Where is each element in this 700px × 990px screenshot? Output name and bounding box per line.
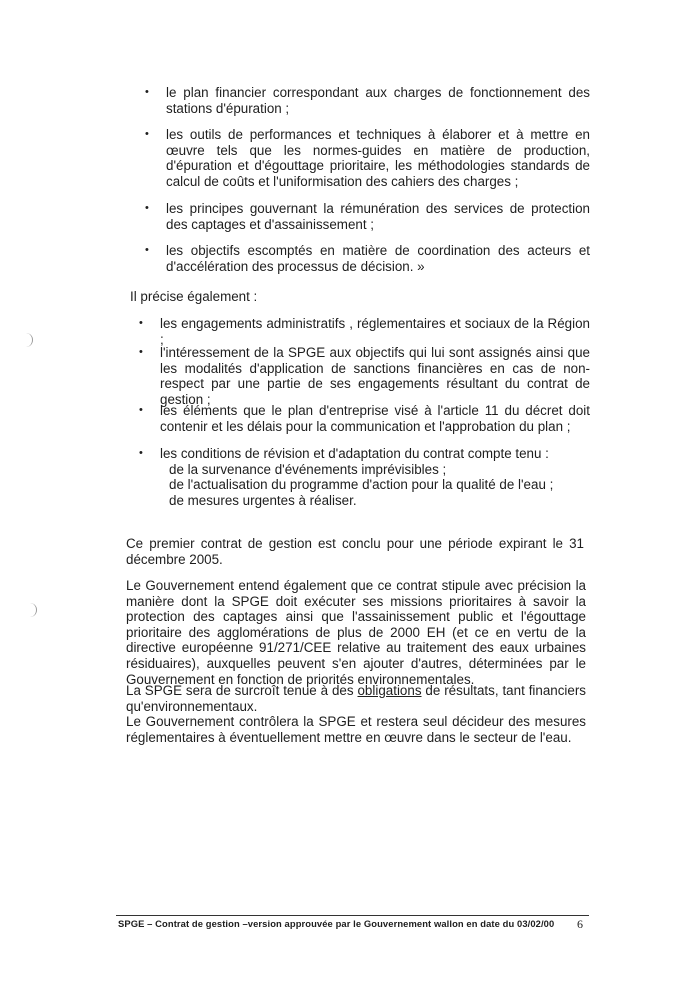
obligations-paragraph [126,683,586,714]
obligations-text-before: La SPGE sera de surcroît tenue à des [126,683,358,698]
revision-condition-item: de la survenance d'événements imprévisibles ; [169,461,447,477]
page-number: 6 [577,917,583,931]
government-missions-paragraph: Le Gouvernement entend également que ce contrat stipule avec précision la manière dont la SPGE doit exécuter ses missions prioritaires à savoir la protection des captages ainsi que l'assainissement public et l'égouttage prioritaire des agglomérations de plus de 2000 EH (et ce en vertu de la directive européenne 91/271/CEE relative au traitement des eaux urbaines résiduaires), auxquelles peuvent s'en ajouter d'autres, déterminées par le Gouvernement en fonction de priorités environnementales. [126,578,586,687]
bullet-remuneration-principles: • les principes gouvernant la rémunération des services de protection des captages et d'assainissement ; [166,201,590,232]
binder-hole-mark [22,333,33,347]
bullet-coordination-objectives: • les objectifs escomptés en matière de coordination des acteurs et d'accélération des processus de décision. » [166,243,590,274]
bullet-engagements: • les engagements administratifs , réglementaires et sociaux de la Région ; [160,316,590,347]
control-paragraph: Le Gouvernement contrôlera la SPGE et restera seul décideur des mesures réglementaires à éventuellement mettre en œuvre dans le secteur de l'eau. [126,714,586,745]
bullet-plan-elements: • les éléments que le plan d'entreprise visé à l'article 11 du décret doit contenir et les délais pour la communication et l'approbation du plan ; [160,403,590,434]
bullet-interessement: • l'intéressement de la SPGE aux objectifs qui lui sont assignés ainsi que les modalités d'application de sanctions financières en cas de non-respect par une partie de ses engagements résultant du contrat de gestion ; [160,345,590,407]
bullet-financial-plan: • le plan financier correspondant aux charges de fonctionnement des stations d'épuration ; [166,85,590,116]
revision-condition-item: de mesures urgentes à réaliser. [169,492,357,508]
bullet-performance-tools: • les outils de performances et techniques à élaborer et à mettre en œuvre tels que les normes-guides en matière de production, d'épuration et d'égouttage prioritaire, les méthodologies standards de calcul de coûts et l'uniformisation des cahiers des charges ; [166,127,590,189]
revision-condition-item: de l'actualisation du programme d'action pour la qualité de l'eau ; [169,477,554,493]
obligations-text-after: de résultats, tant financiers qu'environnementaux. [126,683,586,714]
intro-line: Il précise également : [130,289,258,304]
footer-divider [116,915,589,916]
obligations-underlined: obligations [357,683,422,698]
footer-text: SPGE – Contrat de gestion –version approuvée par le Gouvernement wallon en date du 03/02/00 [118,918,555,929]
duration-paragraph: Ce premier contrat de gestion est conclu pour une période expirant le 31 décembre 2005. [126,536,584,567]
binder-hole-mark [26,603,37,617]
bullet-revision-conditions [160,446,590,508]
revision-conditions-lead: les conditions de révision et d'adaptation du contrat compte tenu : [160,446,549,461]
